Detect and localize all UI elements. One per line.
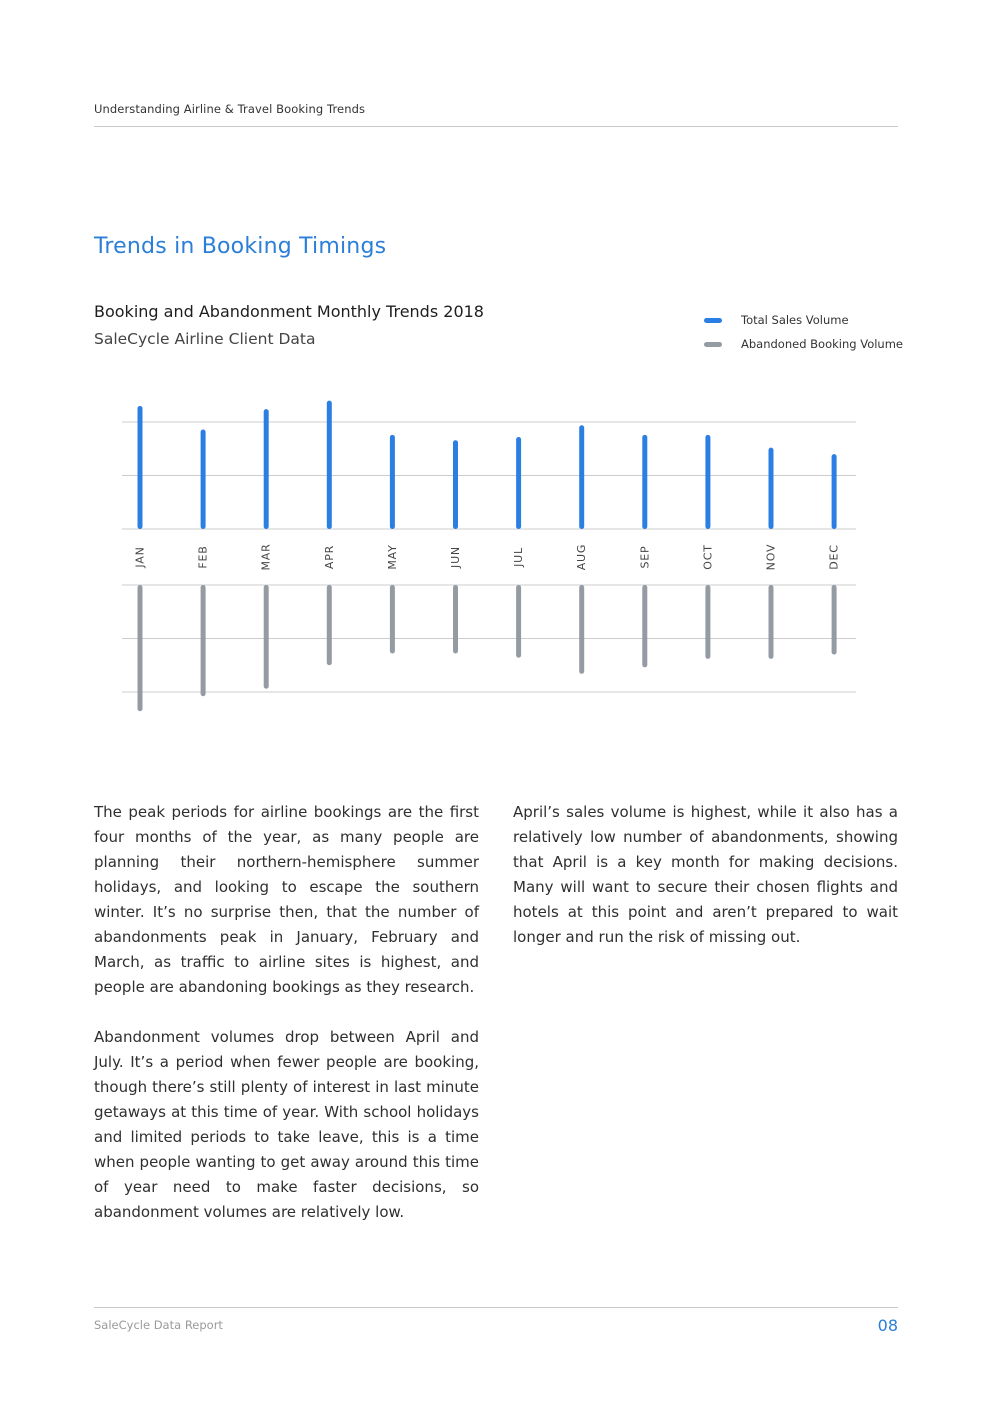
month-label-dec: DEC <box>827 544 841 570</box>
month-label-mar: MAR <box>259 543 273 571</box>
section-title: Trends in Booking Timings <box>94 234 387 259</box>
running-header: Understanding Airline & Travel Booking Trends <box>94 102 366 116</box>
abandoned-bar-mar <box>264 585 269 689</box>
abandoned-bar-aug <box>579 585 584 674</box>
legend-swatch-abandoned <box>704 342 722 347</box>
chart-legend <box>704 308 904 356</box>
chart-subtitle: SaleCycle Airline Client Data <box>94 330 316 348</box>
sales-bar-jul <box>516 437 521 529</box>
sales-bar-nov <box>769 448 774 529</box>
abandoned-bar-dec <box>832 585 837 655</box>
month-label-aug: AUG <box>575 543 589 571</box>
sales-bar-aug <box>579 425 584 529</box>
body-paragraph: The peak periods for airline bookings are the first four months of the year, as many people are planning their northern-hemisphere summer holidays, and looking to escape the southern winter. It’s no surprise then, that the number of abandonments peak in January, February and March, as traffic to airline sites is highest, and people are abandoning bookings as they research. <box>94 803 479 996</box>
legend-label-sales: Total Sales Volume <box>741 313 849 327</box>
abandoned-bar-jun <box>453 585 458 653</box>
month-label-may: MAY <box>385 544 399 570</box>
footer-divider <box>94 1307 898 1308</box>
month-label-jan: JAN <box>133 546 147 568</box>
chart-title: Booking and Abandonment Monthly Trends 2018 <box>94 302 484 321</box>
sales-bar-mar <box>264 409 269 529</box>
legend-label-abandoned: Abandoned Booking Volume <box>741 337 903 351</box>
body-column-right <box>513 800 898 975</box>
sales-bar-dec <box>832 454 837 529</box>
legend-item-sales <box>704 308 904 332</box>
month-label-nov: NOV <box>764 543 778 571</box>
sales-bar-may <box>390 435 395 529</box>
sales-bar-apr <box>327 401 332 529</box>
booking-abandonment-chart <box>0 380 992 720</box>
abandoned-bar-feb <box>201 585 206 696</box>
page-number: 08 <box>877 1316 898 1335</box>
month-label-sep: SEP <box>638 545 652 569</box>
sales-bar-feb <box>201 429 206 529</box>
body-paragraph: April’s sales volume is highest, while it also has a relatively low number of abandonments, showing that April is a key month for making decisions. Many will want to secure their chosen flights and hotels at this point and aren’t prepared to wait longer and run the risk of missing out. <box>513 803 898 946</box>
header-divider <box>94 126 898 127</box>
sales-bar-oct <box>705 435 710 529</box>
abandoned-bar-oct <box>705 585 710 659</box>
abandoned-bar-jan <box>138 585 143 711</box>
abandoned-bar-apr <box>327 585 332 665</box>
month-label-feb: FEB <box>196 545 210 569</box>
month-label-jun: JUN <box>449 546 462 568</box>
body-paragraph: Abandonment volumes drop between April and July. It’s a period when fewer people are booking, though there’s still plenty of interest in last minute getaways at this time of year. With school holidays and limited periods to take leave, this is a time when people wanting to get away around this time of year need to make faster decisions, so abandonment volumes are relatively low. <box>94 1028 479 1221</box>
month-label-apr: APR <box>322 544 336 570</box>
sales-bar-sep <box>642 435 647 529</box>
abandoned-bar-may <box>390 585 395 653</box>
sales-bar-jun <box>453 440 458 529</box>
legend-swatch-sales <box>704 318 722 323</box>
abandoned-bar-jul <box>516 585 521 658</box>
body-column-left <box>94 800 479 1250</box>
month-label-oct: OCT <box>701 544 715 570</box>
abandoned-bar-nov <box>769 585 774 659</box>
abandoned-bar-sep <box>642 585 647 667</box>
month-label-jul: JUL <box>512 547 526 567</box>
legend-item-abandoned <box>704 332 904 356</box>
sales-bar-jan <box>138 406 143 529</box>
footer-label: SaleCycle Data Report <box>94 1318 223 1332</box>
